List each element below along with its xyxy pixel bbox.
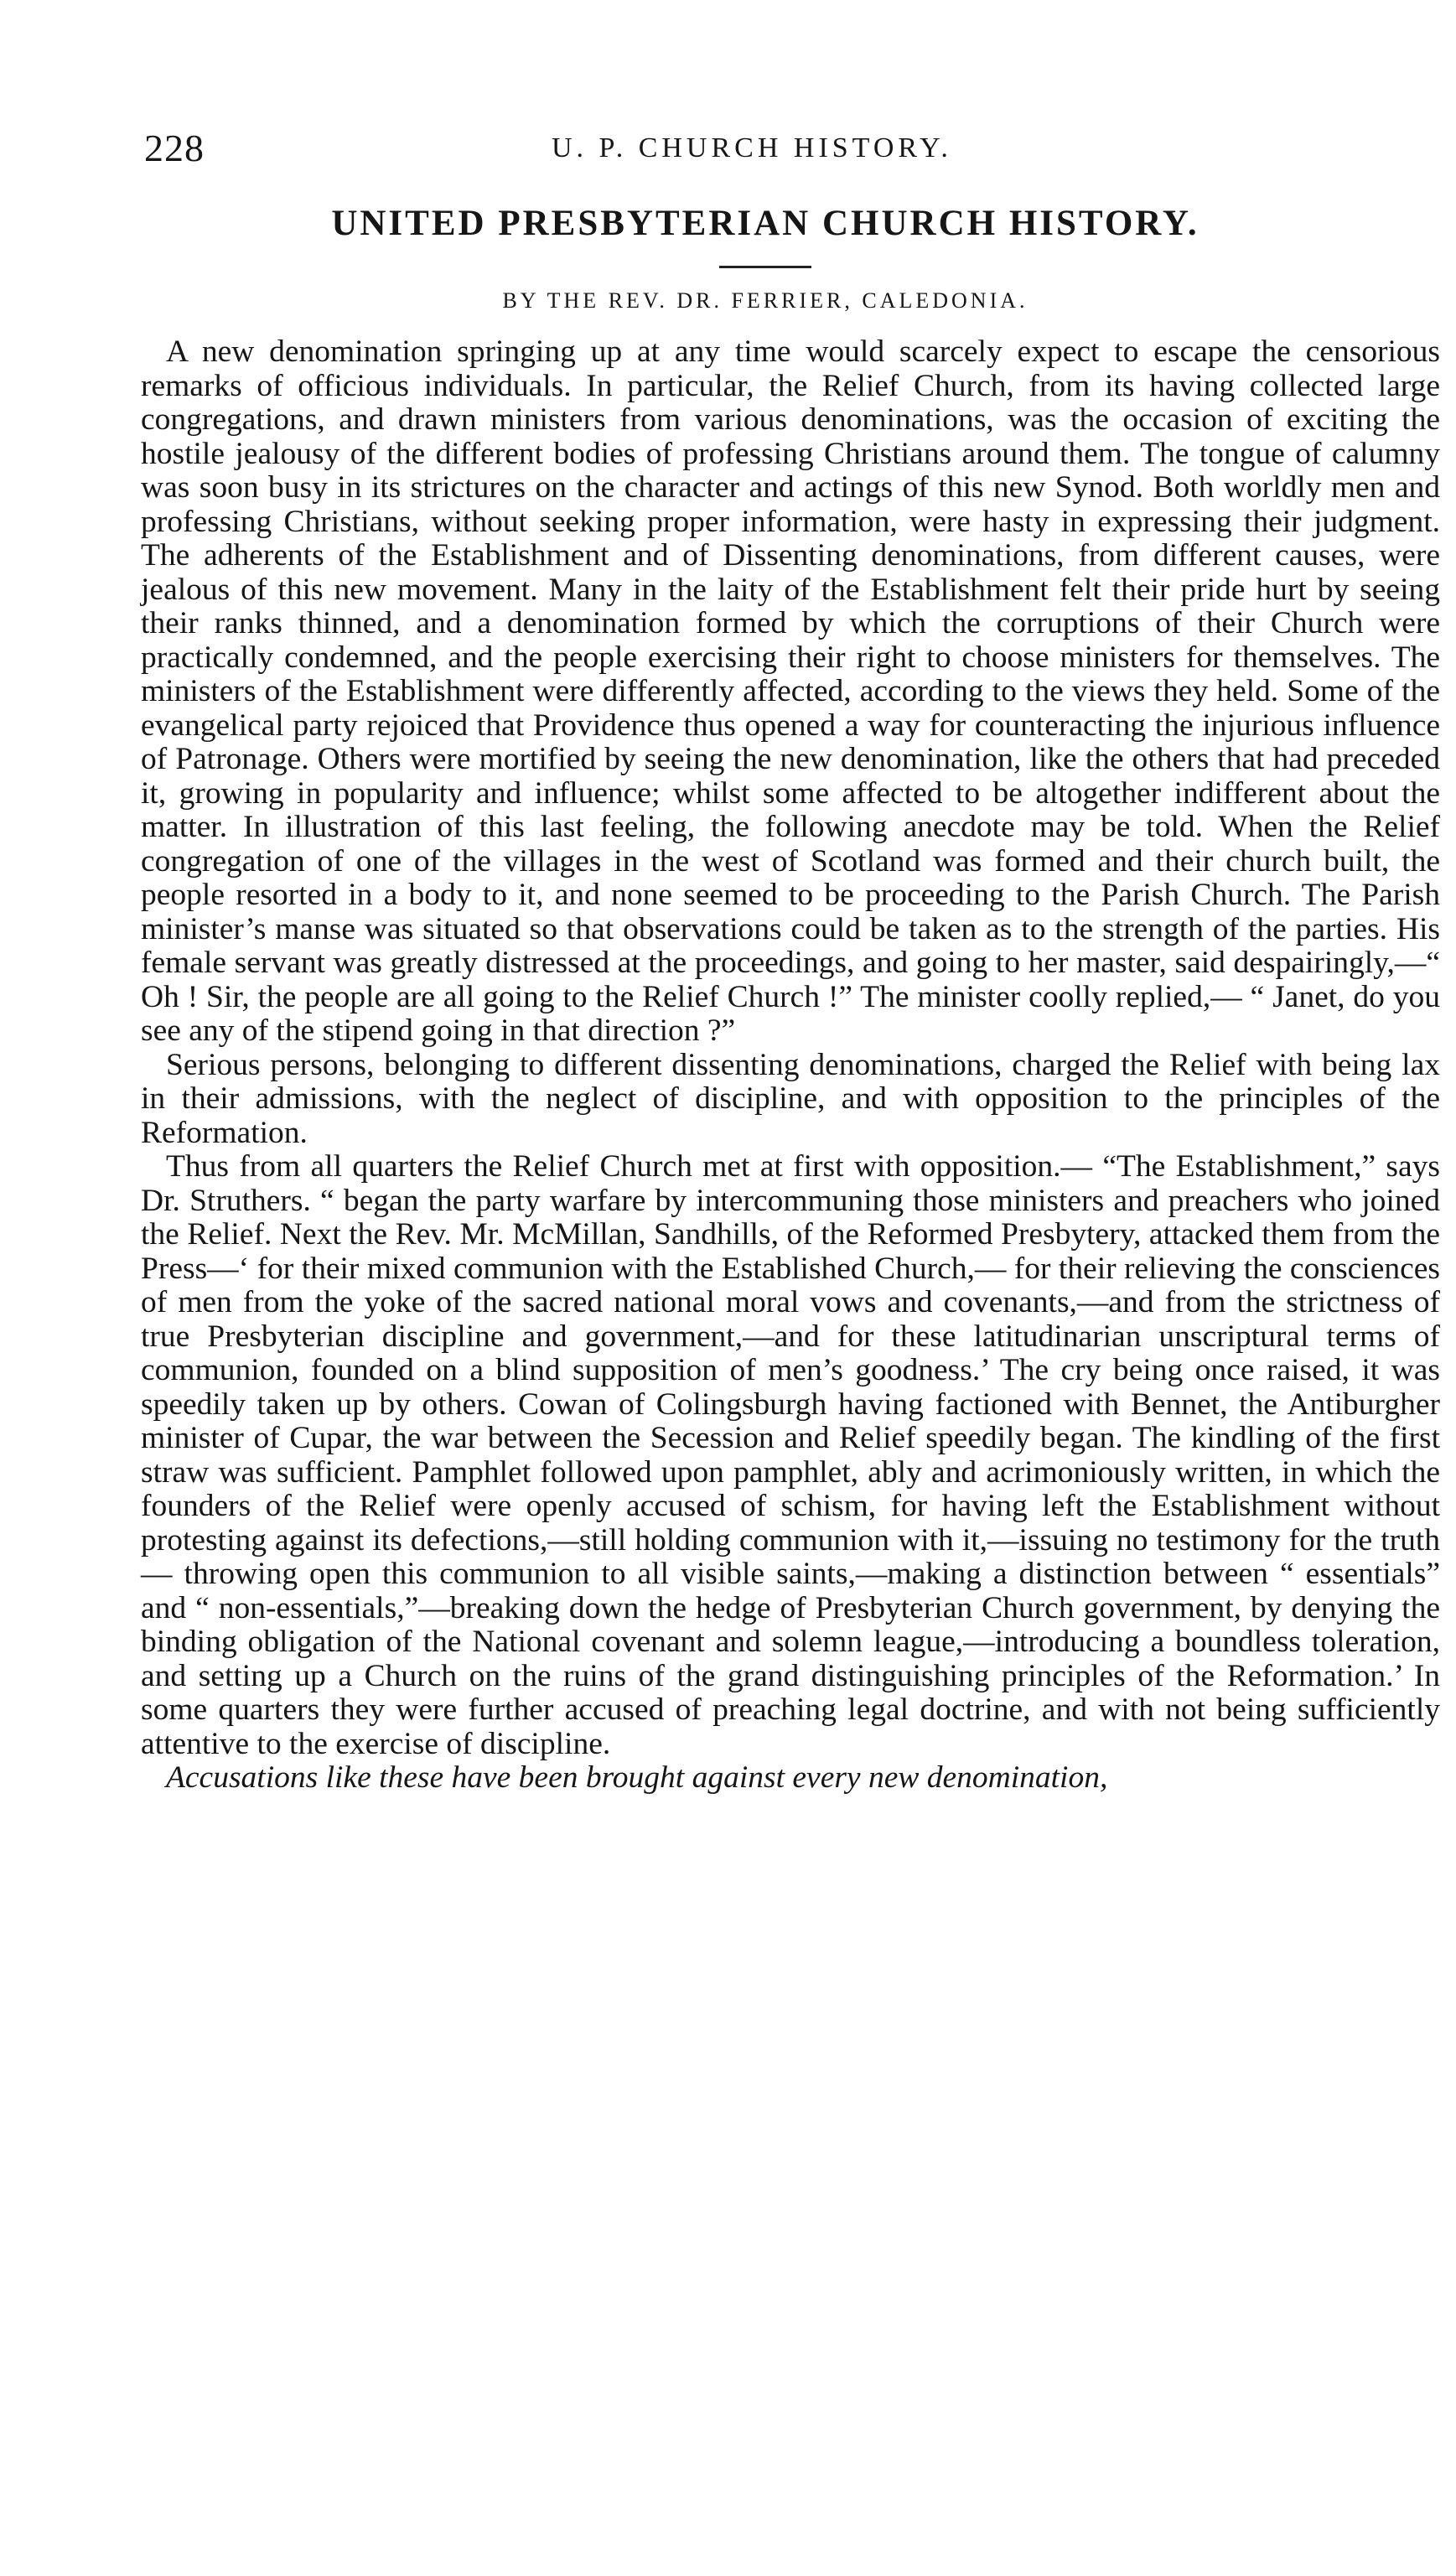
paragraph-2: Serious persons, belonging to different dissenting denominations, charged the Relief with being lax in their admissions, with the neglect of discipline, and with opposition to the principles of the Reformation.	[141, 1047, 1440, 1150]
byline: BY THE REV. DR. FERRIER, CALEDONIA.	[502, 288, 1029, 313]
article-body	[141, 335, 1440, 1796]
title-divider	[719, 266, 811, 268]
paragraph-4: Accusations like these have been brought against every new denomination,	[166, 1760, 1108, 1795]
article-title: UNITED PRESBYTERIAN CHURCH HISTORY.	[331, 204, 1200, 243]
page	[141, 126, 1440, 1796]
paragraph-1: A new denomination springing up at any time would scarcely expect to escape the censorious remarks of officious individuals. In particular, the Relief Church, from its having collected large congregations, and drawn ministers from various denominations, was the occasion of exciting the hostile jealousy of the different bodies of professing Christians around them. The tongue of calumny was soon busy in its strictures on the character and actings of this new Synod. Both worldly men and professing Christians, without seeking proper information, were hasty in expressing their judgment. The adherents of the Establishment and of Dissenting denominations, from different causes, were jealous of this new movement. Many in the laity of the Establishment felt their pride hurt by seeing their ranks thinned, and a denomination formed by which the corruptions of their Church were practically condemned, and the people exercising their right to choose ministers for themselves. The ministers of the Establishment were differently affected, according to the views they held. Some of the evangelical party rejoiced that Providence thus opened a way for counteracting the injurious influence of Patronage. Others were mortified by seeing the new denomination, like the others that had preceded it, growing in popularity and influence; whilst some affected to be altogether indifferent about the matter. In illustration of this last feeling, the following anecdote may be told. When the Relief congregation of one of the villages in the west of Scotland was formed and their church built, the people resorted in a body to it, and none seemed to be proceeding to the Parish Church. The Parish minister’s manse was situated so that observations could be taken as to the strength of the parties. His female servant was greatly distressed at the proceedings, and going to her master, said despairingly,—“ Oh ! Sir, the people are all going to the Relief Church !” The minister coolly replied,— “ Janet, do you see any of the stipend going in that direction ?”	[141, 334, 1440, 1048]
page-number: 228	[144, 127, 205, 169]
paragraph-3: Thus from all quarters the Relief Church met at first with opposition.— “The Establishment,” says Dr. Struthers. “ began the party warfare by intercommuning those ministers and preachers who joined the Relief. Next the Rev. Mr. McMillan, Sandhills, of the Reformed Presbytery, attacked them from the Press—‘ for their mixed communion with the Established Church,— for their relieving the consciences of men from the yoke of the sacred national moral vows and covenants,—and from the strictness of true Presbyterian discipline and government,—and for these latitudinarian unscriptural terms of communion, founded on a blind supposition of men’s goodness.’ The cry being once raised, it was speedily taken up by others. Cowan of Colingsburgh having factioned with Bennet, the Antiburgher minister of Cupar, the war between the Secession and Relief speedily began. The kindling of the first straw was sufficient. Pamphlet followed upon pamphlet, ably and acrimoniously written, in which the founders of the Relief were openly accused of schism, for having left the Establishment without protesting against its defections,—still holding communion with it,—issuing no testimony for the truth— throwing open this communion to all visible saints,—making a distinction between “ essentials” and “ non-essentials,”—breaking down the hedge of Presbyterian Church government, by denying the binding obligation of the National covenant and solemn league,—introducing a boundless toleration, and setting up a Church on the ruins of the grand distinguishing principles of the Reformation.’ In some quarters they were further accused of preaching legal doctrine, and with not being sufficiently attentive to the exercise of discipline.	[141, 1149, 1440, 1761]
running-title: U. P. CHURCH HISTORY.	[552, 132, 952, 163]
running-head	[141, 126, 1440, 184]
